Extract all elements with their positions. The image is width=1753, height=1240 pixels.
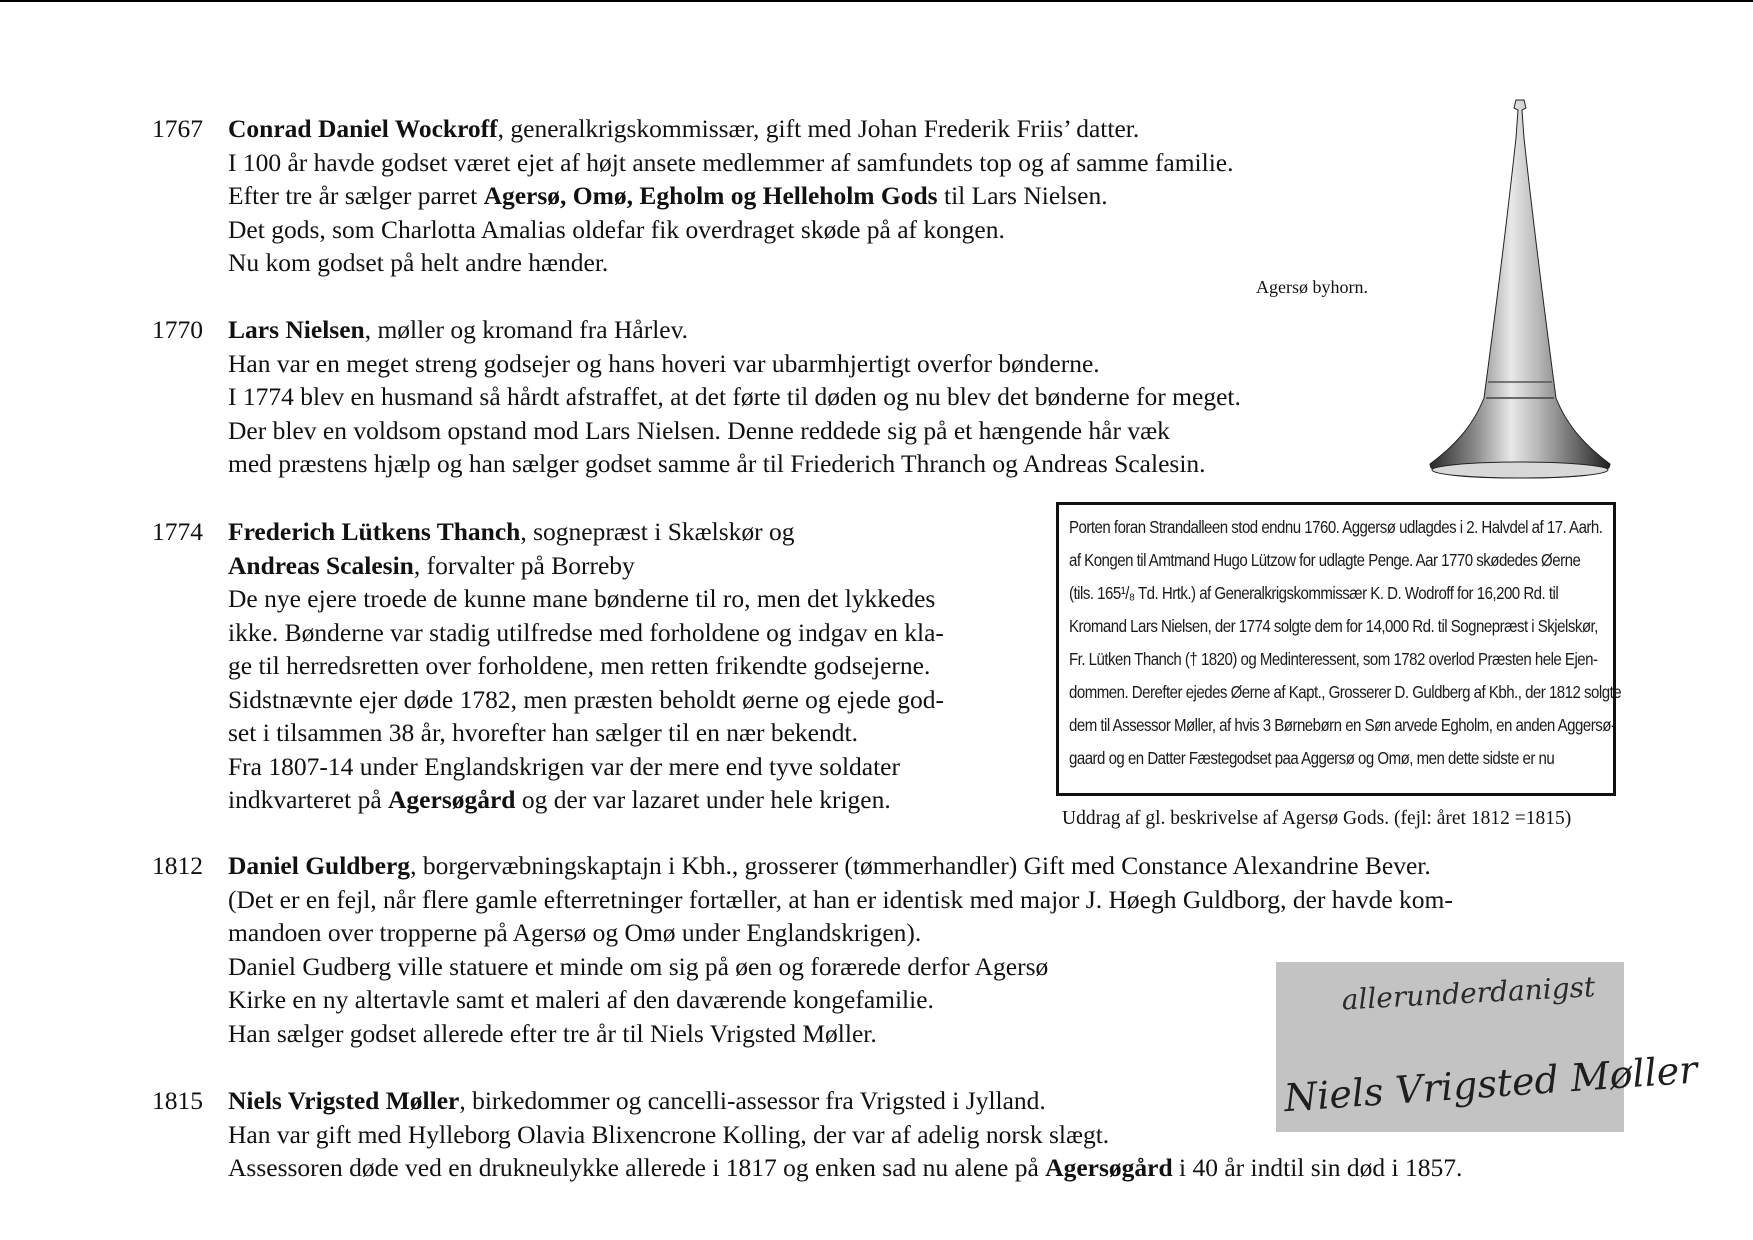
bold-name: Agersøgård bbox=[1045, 1153, 1173, 1182]
entry-1767 bbox=[152, 112, 1234, 280]
text-segment: Han var gift med Hylleborg Olavia Blixencrone Kolling, der var af adelig norsk slægt. bbox=[228, 1119, 1110, 1149]
entry-line bbox=[228, 649, 944, 683]
entry-1812 bbox=[152, 849, 1453, 1050]
newspaper-clipping bbox=[1056, 502, 1622, 796]
entry-line bbox=[228, 582, 944, 616]
entry-year: 1812 bbox=[152, 851, 203, 880]
bold-name: Niels Vrigsted Møller bbox=[228, 1086, 460, 1115]
text-segment: Der blev en voldsom opstand mod Lars Nielsen. Denne reddede sig på et hængende hår væk bbox=[228, 415, 1170, 445]
entry-line bbox=[228, 716, 944, 750]
entry-text bbox=[228, 313, 1241, 481]
entry-line bbox=[228, 246, 1234, 280]
text-segment: , forvalter på Borreby bbox=[413, 550, 635, 580]
text-segment: Det gods, som Charlotta Amalias oldefar fik overdraget skøde på af kongen. bbox=[228, 214, 1005, 244]
clipping-line: dem til Assessor Møller, af hvis 3 Børnebørn en Søn arvede Egholm, en anden Aggersø- bbox=[1069, 715, 1616, 735]
text-segment: Daniel Gudberg ville statuere et minde om sig på øen og forærede derfor Agersø bbox=[228, 951, 1049, 981]
text-segment: til Lars Nielsen. bbox=[937, 181, 1108, 210]
bold-name: Agersø, Omø, Egholm og Helleholm Gods bbox=[483, 181, 938, 210]
entry-line bbox=[228, 515, 944, 549]
text-segment: I 1774 blev en husmand så hårdt afstraffet, at det førte til døden og nu blev det bønderne for meget. bbox=[228, 382, 1241, 411]
text-segment: I 100 år havde godset været ejet af højt ansete medlemmer af samfundets top og af samme familie. bbox=[228, 147, 1234, 177]
signature-line-2: Niels Vrigsted Møller bbox=[1282, 1047, 1699, 1121]
clipping-caption: Uddrag af gl. beskrivelse af Agersø Gods. (fejl: året 1812 =1815) bbox=[1062, 808, 1572, 829]
entry-line bbox=[228, 347, 1241, 381]
clipping-line: af Kongen til Amtmand Hugo Lützow for udlagte Penge. Aar 1770 skødedes Øerne bbox=[1069, 550, 1581, 570]
entry-year: 1770 bbox=[152, 315, 203, 344]
horn-image bbox=[1428, 98, 1612, 480]
entry-line bbox=[228, 883, 1453, 917]
text-segment: Fra 1807-14 under Englandskrigen var der mere end tyve soldater bbox=[228, 751, 900, 781]
text-segment: ge til herredsretten over forholdene, men retten frikendte godsejerne. bbox=[228, 651, 931, 680]
clipping-line: gaard og en Datter Fæstegodset paa Aggersø og Omø, men dette sidste er nu bbox=[1069, 748, 1555, 768]
entry-1774 bbox=[152, 515, 944, 817]
entry-line bbox=[228, 616, 944, 650]
entry-line bbox=[228, 983, 1453, 1017]
entry-line bbox=[228, 447, 1241, 481]
entry-text bbox=[228, 849, 1453, 1050]
entry-line bbox=[228, 380, 1241, 414]
text-segment: i 40 år indtil sin død i 1857. bbox=[1172, 1153, 1463, 1182]
entry-line bbox=[228, 950, 1453, 984]
entry-line bbox=[228, 916, 1453, 950]
signature-line-1: allerunderdanigst bbox=[1340, 970, 1596, 1017]
entry-line bbox=[228, 146, 1234, 180]
text-segment: Han sælger godset allerede efter tre år til Niels Vrigsted Møller. bbox=[228, 1018, 877, 1048]
text-segment: ikke. Bønderne var stadig utilfredse med forholdene og indgav en kla- bbox=[228, 617, 944, 647]
entry-line bbox=[228, 213, 1234, 247]
text-segment: med præstens hjælp og han sælger godset samme år til Friederich Thranch og Andreas Scalesin. bbox=[228, 449, 1206, 478]
entry-1815 bbox=[152, 1084, 1462, 1185]
entry-line bbox=[228, 313, 1241, 347]
signature-image bbox=[1276, 962, 1699, 1132]
text-segment: mandoen over tropperne på Agersø og Omø under Englandskrigen). bbox=[228, 918, 922, 947]
bold-name: Lars Nielsen bbox=[228, 315, 365, 344]
entry-line bbox=[228, 414, 1241, 448]
text-segment: Nu kom godset på helt andre hænder. bbox=[228, 248, 609, 277]
entry-text bbox=[228, 515, 944, 817]
entry-line bbox=[228, 1017, 1453, 1051]
text-segment: , sognepræst i Skælskør og bbox=[520, 517, 795, 546]
entry-line bbox=[228, 112, 1234, 146]
text-segment: Han var en meget streng godsejer og hans hoveri var ubarmhjertigt overfor bønderne. bbox=[228, 348, 1100, 378]
text-segment: , borgervæbningskaptajn i Kbh., grosserer (tømmerhandler) Gift med Constance Alexandrine Bever. bbox=[410, 851, 1431, 880]
text-segment: , generalkrigskommissær, gift med Johan Frederik Friis’ datter. bbox=[497, 114, 1140, 143]
entry-line bbox=[228, 783, 944, 817]
text-segment: De nye ejere troede de kunne mane bønderne til ro, men det lykkedes bbox=[228, 584, 936, 613]
text-segment: indkvarteret på bbox=[228, 785, 389, 814]
text-segment: Assessoren døde ved en drukneulykke allerede i 1817 og enken sad nu alene på bbox=[228, 1153, 1046, 1182]
entry-1770 bbox=[152, 313, 1241, 481]
bold-name: Daniel Guldberg bbox=[228, 851, 411, 880]
text-segment: Sidstnævnte ejer døde 1782, men præsten beholdt øerne og ejede god- bbox=[228, 684, 944, 714]
text-segment: Kirke en ny altertavle samt et maleri af den daværende kongefamilie. bbox=[228, 985, 934, 1014]
entry-year: 1815 bbox=[152, 1086, 203, 1115]
top-rule bbox=[0, 0, 1753, 2]
entry-line bbox=[228, 549, 944, 583]
entry-line bbox=[228, 750, 944, 784]
entry-line bbox=[228, 849, 1453, 883]
clipping-line: Fr. Lütken Thanch († 1820) og Medinteressent, som 1782 overlod Præsten hele Ejen- bbox=[1069, 649, 1598, 669]
text-segment: og der var lazaret under hele krigen. bbox=[515, 785, 891, 814]
clipping-line: Kromand Lars Nielsen, der 1774 solgte dem for 14,000 Rd. til Sognepræst i Skjelskør, bbox=[1069, 616, 1598, 636]
entry-line bbox=[228, 1151, 1462, 1185]
clipping-line: dommen. Derefter ejedes Øerne af Kapt., Grosserer D. Guldberg af Kbh., der 1812 solgte bbox=[1069, 682, 1622, 702]
entry-text bbox=[228, 112, 1234, 280]
text-segment: set i tilsammen 38 år, hvorefter han sælger til en nær bekendt. bbox=[228, 718, 858, 747]
bold-name: Andreas Scalesin bbox=[228, 550, 414, 580]
bold-name: Agersøgård bbox=[388, 785, 516, 814]
horn-caption: Agersø byhorn. bbox=[1256, 277, 1368, 297]
clipping-line: Porten foran Strandalleen stod endnu 1760. Aggersø udlagdes i 2. Halvdel af 17. Aarh. bbox=[1069, 517, 1603, 537]
text-segment: , møller og kromand fra Hårlev. bbox=[364, 315, 689, 344]
text-segment: , birkedommer og cancelli-assessor fra Vrigsted i Jylland. bbox=[459, 1086, 1046, 1115]
bold-name: Conrad Daniel Wockroff bbox=[228, 114, 498, 143]
entry-year: 1767 bbox=[152, 114, 203, 143]
entry-line bbox=[228, 179, 1234, 213]
entry-line bbox=[228, 683, 944, 717]
entry-year: 1774 bbox=[152, 517, 203, 546]
bold-name: Frederich Lütkens Thanch bbox=[228, 517, 521, 546]
text-segment: (Det er en fejl, når flere gamle efterretninger fortæller, at han er identisk med major J. Høegh Guldborg, der havde kom- bbox=[228, 884, 1453, 914]
clipping-line: (tils. 165¹/₈ Td. Hrtk.) af Generalkrigskommissær K. D. Wodroff for 16,200 Rd. til bbox=[1069, 583, 1559, 603]
text-segment: Efter tre år sælger parret bbox=[228, 181, 484, 210]
